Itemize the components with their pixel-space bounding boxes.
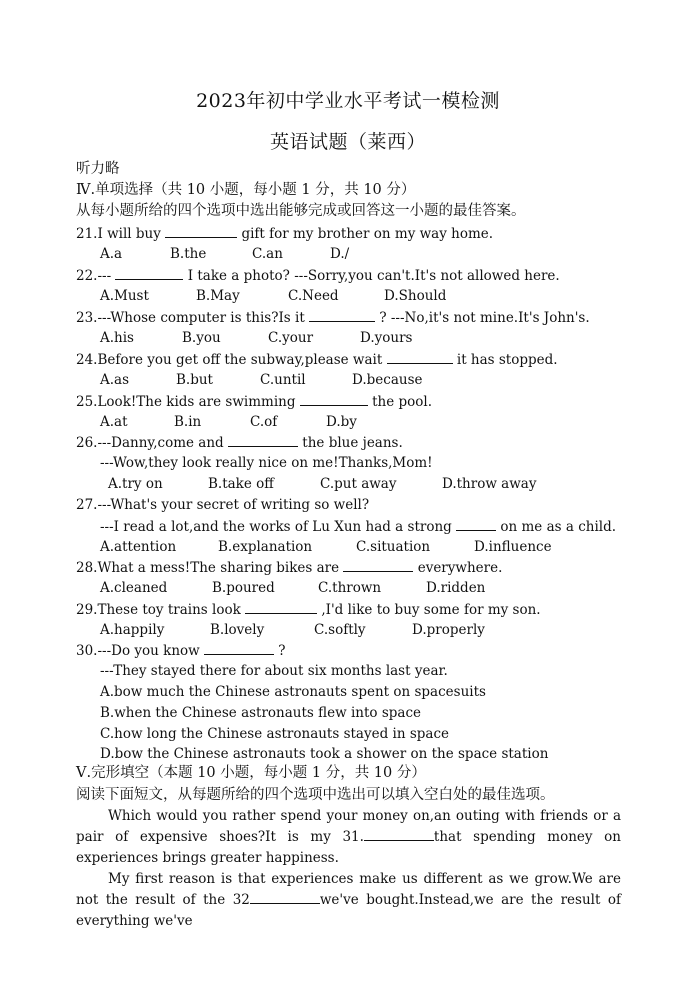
answer-blank [115,266,183,280]
answer-blank [300,392,368,406]
question-29 [76,600,541,619]
question-23-stem-end: ? ---No,it's not mine.It's John's. [379,310,590,326]
option-c: C.of [250,414,278,430]
question-29-stem-start: 29.These toy trains look [76,602,241,618]
cloze-paragraph-1 [76,806,621,869]
blank-31 [364,827,434,841]
question-23 [76,308,590,327]
option-d: D.bow the Chinese astronauts took a shower on the space station [100,746,549,762]
question-26-stem-start: 26.---Danny,come and [76,435,224,451]
option-a: A.a [100,246,123,262]
option-c: C.Need [288,288,339,304]
question-26-reply: ---Wow,they look really nice on me!Thanks,Mom! [100,455,433,471]
answer-blank [456,517,496,531]
option-a: A.Must [100,288,149,304]
option-b: B.take off [208,476,274,492]
option-c: C.your [268,330,314,346]
question-22-stem-end: I take a photo? ---Sorry,you can't.It's not allowed here. [187,268,560,284]
option-a: A.as [100,372,130,388]
option-b: B.poured [212,580,275,596]
option-a: A.his [100,330,134,346]
question-22-stem-start: 22.--- [76,268,112,284]
section-5-instruction: 阅读下面短文，从每题所给的四个选项中选出可以填入空白处的最佳选项。 [76,787,555,803]
question-30-stem-start: 30.---Do you know [76,643,200,659]
question-25 [76,392,432,411]
option-b: B.when the Chinese astronauts flew into space [100,705,422,721]
question-28-stem-start: 28.What a mess!The sharing bikes are [76,560,340,576]
question-27: 27.---What's your secret of writing so well? [76,497,370,513]
question-24-stem-end: it has stopped. [456,352,558,368]
question-28-stem-end: everywhere. [417,560,503,576]
option-b: B.May [196,288,240,304]
option-a: A.at [100,414,128,430]
exam-title: 2023年初中学业水平考试一模检测 [196,90,500,112]
option-c: C.an [252,246,283,262]
question-26 [76,433,403,452]
question-21-stem-end: gift for my brother on my way home. [241,226,494,242]
listening-note: 听力略 [76,161,120,177]
answer-blank [245,600,317,614]
option-d: D.throw away [442,476,537,492]
cloze-paragraph-2-start: My first reason is that experiences make us different as we grow.We are not the result of the 32 [76,871,621,908]
cloze-paragraph-2-end: we've bought.Instead,we are the result of everything we've [76,892,621,929]
option-c: C.until [260,372,306,388]
option-a: A.cleaned [100,580,168,596]
question-27-reply [100,517,616,536]
question-30-stem-end: ? [278,643,286,659]
exam-subtitle: 英语试题（莱西） [269,131,426,153]
question-26-stem-end: the blue jeans. [302,435,403,451]
option-b: B.but [176,372,213,388]
option-d: D.properly [412,622,485,638]
option-d: D.Should [384,288,447,304]
option-b: B.the [170,246,207,262]
cloze-paragraph-2 [76,869,621,932]
question-25-stem-start: 25.Look!The kids are swimming [76,394,296,410]
section-4-heading: Ⅳ.单项选择（共 10 小题，每小题 1 分，共 10 分） [76,182,416,198]
option-a: A.happily [100,622,165,638]
question-30 [76,641,286,660]
option-a: A.try on [108,476,163,492]
option-b: B.lovely [210,622,265,638]
option-a: A.attention [100,539,177,555]
question-27-stem-end: on me as a child. [500,519,617,535]
option-d: D.ridden [426,580,486,596]
question-24 [76,350,558,369]
question-29-stem-end: ,I'd like to buy some for my son. [321,602,541,618]
option-c: C.how long the Chinese astronauts stayed in space [100,726,450,742]
blank-32 [250,890,320,904]
option-a: A.bow much the Chinese astronauts spent on spacesuits [100,684,486,700]
question-30-reply: ---They stayed there for about six months last year. [100,663,448,679]
option-c: C.thrown [318,580,382,596]
question-21-stem-start: 21.I will buy [76,226,161,242]
cloze-paragraph-1-start: Which would you rather spend your money on,an outing with friends or a pair of expensive shoes?It is my 31. [76,808,621,845]
option-b: B.explanation [218,539,313,555]
section-5-heading: Ⅴ.完形填空（本题 10 小题，每小题 1 分，共 10 分） [76,765,426,781]
question-22 [76,266,560,285]
option-d: D.influence [474,539,552,555]
question-21 [76,224,493,243]
answer-blank [309,308,375,322]
section-4-instruction: 从每小题所给的四个选项中选出能够完成或回答这一小题的最佳答案。 [76,203,526,219]
option-c: C.softly [314,622,366,638]
question-27-stem-start: ---I read a lot,and the works of Lu Xun had a strong [100,519,452,535]
question-28 [76,558,502,577]
question-23-stem-start: 23.---Whose computer is this?Is it [76,310,305,326]
option-d: D.because [352,372,423,388]
answer-blank [165,224,237,238]
answer-blank [228,433,298,447]
answer-blank [343,558,413,572]
option-b: B.in [174,414,202,430]
option-d: D./ [330,246,350,262]
option-d: D.by [326,414,357,430]
answer-blank [387,350,453,364]
question-24-stem-start: 24.Before you get off the subway,please wait [76,352,383,368]
answer-blank [204,641,274,655]
option-c: C.put away [320,476,397,492]
cloze-paragraph-1-end: that spending money on experiences brings greater happiness. [76,829,621,866]
option-d: D.yours [360,330,413,346]
option-b: B.you [182,330,221,346]
option-c: C.situation [356,539,431,555]
question-25-stem-end: the pool. [372,394,432,410]
